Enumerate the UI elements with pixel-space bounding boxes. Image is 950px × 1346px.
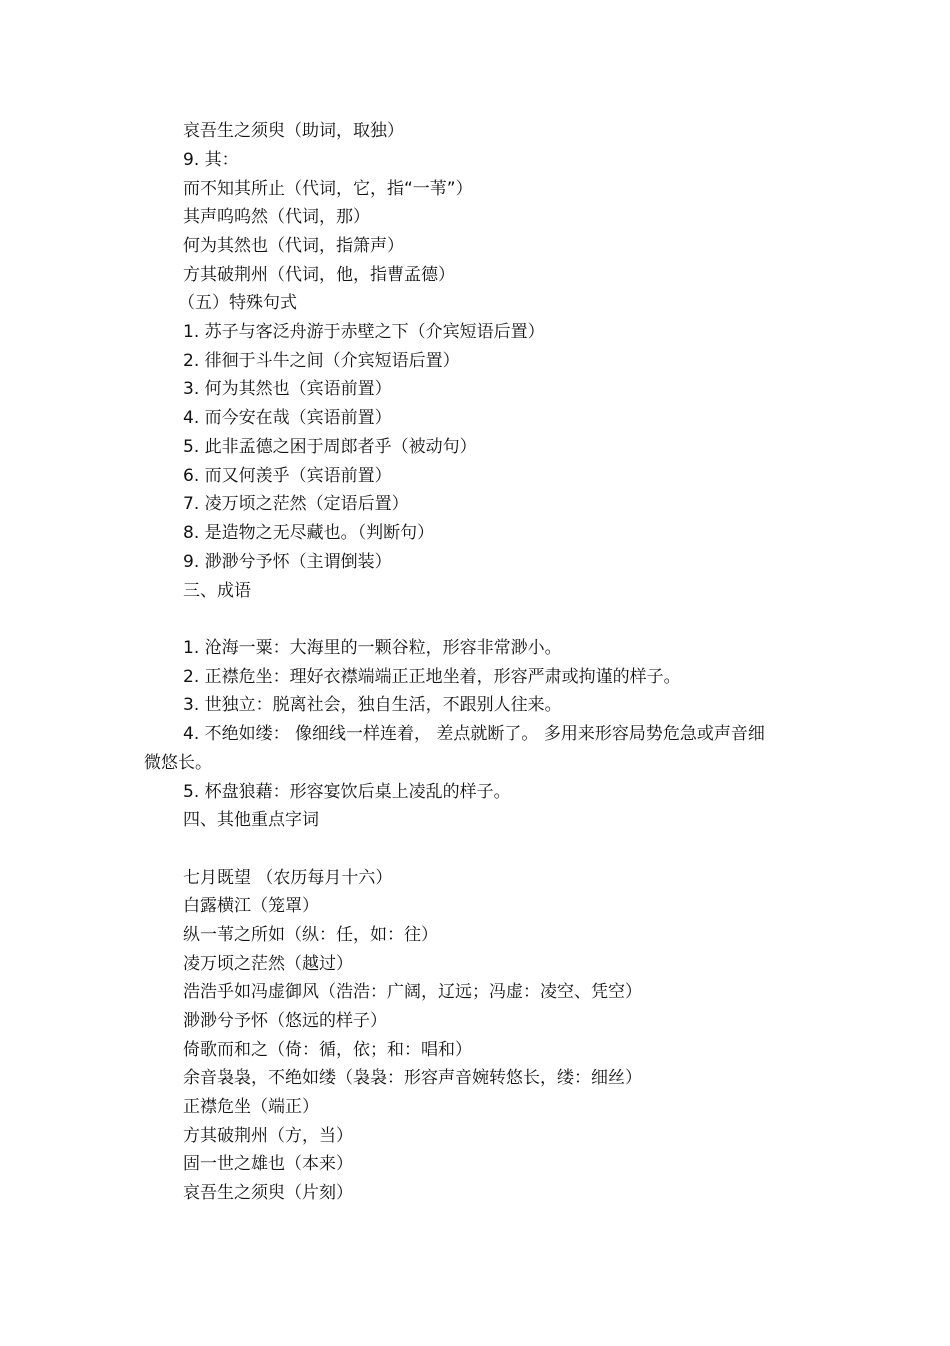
text-line: 3. 何为其然也（宾语前置） [183,379,392,399]
text-line: 9. 渺渺兮予怀（主谓倒装） [183,552,392,572]
text-line: 纵一苇之所如（纵：任，如：往） [183,925,438,945]
text-line: 哀吾生之须臾（片刻） [183,1183,353,1203]
text-line: 倚歌而和之（倚：循，依；和：唱和） [183,1040,472,1060]
text-line-continuation: 微悠长。 [144,753,212,773]
text-line: 方其破荆州（代词，他，指曹孟德） [183,265,455,285]
text-line: 4. 而今安在哉（宾语前置） [183,408,392,428]
text-line: 方其破荆州（方，当） [183,1126,353,1146]
text-line: 而不知其所止（代词，它，指“一苇”） [183,179,473,199]
text-line: 8. 是造物之无尽藏也。（判断句） [183,523,435,543]
text-line: 2. 正襟危坐：理好衣襟端端正正地坐着，形容严肃或拘谨的样子。 [183,667,681,687]
text-line: 1. 苏子与客泛舟游于赤壁之下（介宾短语后置） [183,322,545,342]
text-line: 1. 沧海一粟：大海里的一颗谷粒，形容非常渺小。 [183,638,562,658]
text-line: 3. 世独立：脱离社会，独自生活，不跟别人往来。 [183,695,562,715]
section-heading: 三、成语 [183,581,251,601]
text-line: 余音袅袅，不绝如缕（袅袅：形容声音婉转悠长，缕：细丝） [183,1068,642,1088]
text-line: 4. 不绝如缕： 像细线一样连着， 差点就断了。 多用来形容局势危急或声音细 [183,724,765,744]
text-line: 7. 凌万顷之茫然（定语后置） [183,494,409,514]
section-heading: 四、其他重点字词 [183,810,319,830]
text-line: 6. 而又何羡乎（宾语前置） [183,466,392,486]
text-line: 固一世之雄也（本来） [183,1154,353,1174]
text-line: 七月既望 （农历每月十六） [183,868,393,888]
text-line: 9. 其： [183,150,239,170]
text-line: 正襟危坐（端正） [183,1097,319,1117]
text-line: 2. 徘徊于斗牛之间（介宾短语后置） [183,351,460,371]
text-line: 5. 此非孟德之困于周郎者乎（被动句） [183,437,477,457]
text-line: 何为其然也（代词，指箫声） [183,236,404,256]
text-line: 5. 杯盘狼藉：形容宴饮后桌上凌乱的样子。 [183,782,511,802]
text-line: 其声呜呜然（代词，那） [183,207,370,227]
text-line: 白露横江（笼罩） [183,896,319,916]
text-line: 哀吾生之须臾（助词，取独） [183,121,404,141]
text-line: 浩浩乎如冯虚御风（浩浩：广阔，辽远；冯虚：凌空、凭空） [183,982,642,1002]
text-line: 渺渺兮予怀（悠远的样子） [183,1011,387,1031]
text-line: 凌万顷之茫然（越过） [183,954,353,974]
section-heading: （五）特殊句式 [178,293,297,313]
